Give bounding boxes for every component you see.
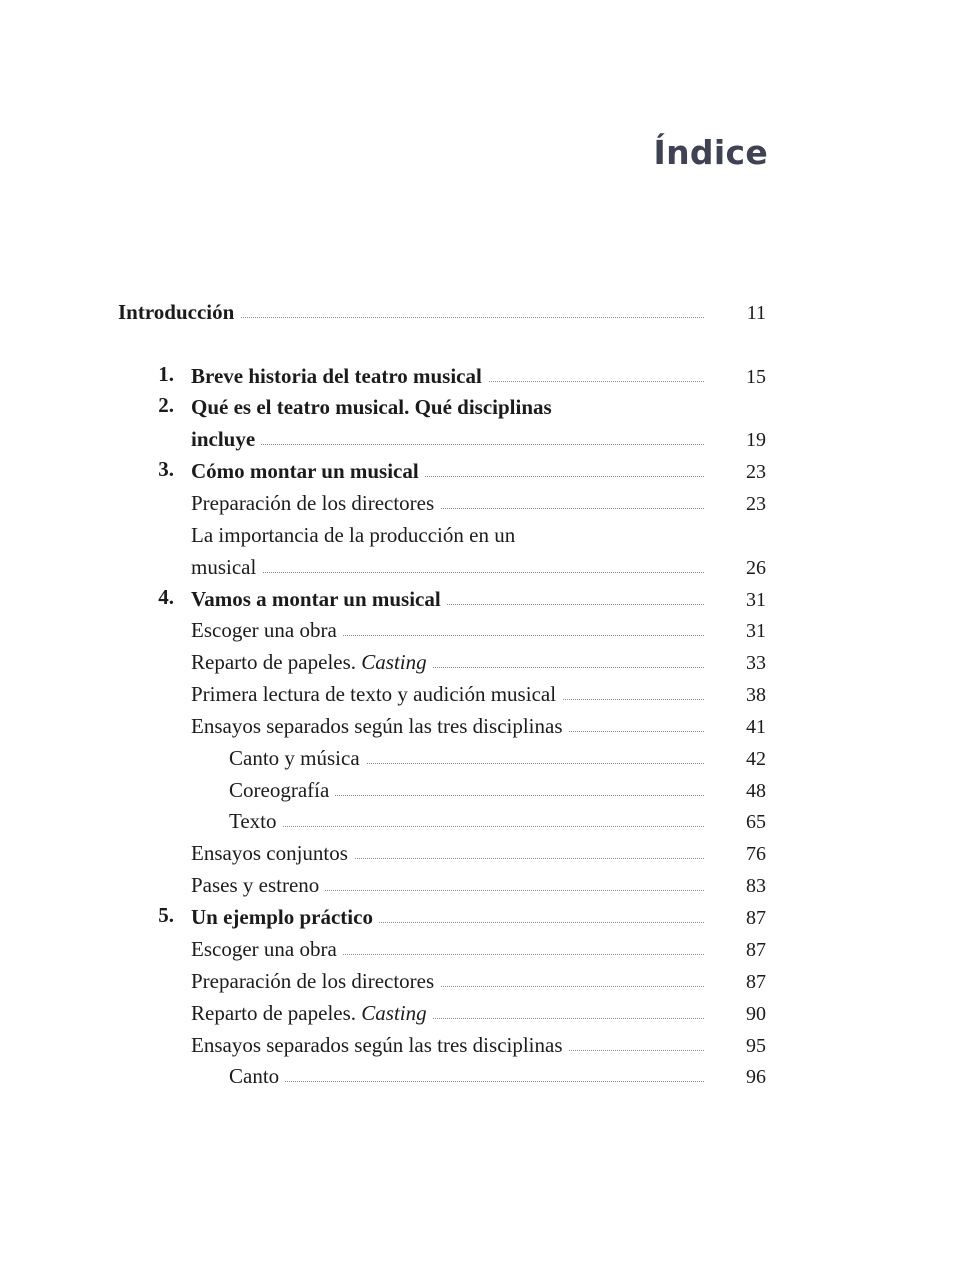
toc-entry[interactable] — [0, 776, 977, 808]
toc-entry-title: Texto — [229, 811, 283, 832]
toc-entry-page: 23 — [746, 493, 766, 515]
toc-entry[interactable] — [0, 680, 977, 712]
toc-entry[interactable] — [0, 521, 977, 553]
toc-entry-number: 2. — [158, 393, 174, 417]
toc-entry-title: Cómo montar un musical — [191, 461, 425, 482]
toc-entry-page: 65 — [746, 811, 766, 833]
toc-entry-page: 11 — [746, 302, 766, 324]
toc-entry-title: Introducción — [118, 302, 240, 323]
toc-entry-page: 31 — [746, 589, 766, 611]
toc-dot-leader — [269, 826, 704, 827]
toc-entry[interactable] — [0, 903, 977, 935]
toc-entry[interactable] — [0, 362, 977, 394]
toc-entry-title: Pases y estreno — [191, 875, 325, 896]
toc-entry-page: 95 — [746, 1035, 766, 1057]
toc-entry[interactable] — [0, 489, 977, 521]
toc-entry-page: 31 — [746, 620, 766, 642]
toc-entry-title-italic: Casting — [361, 1001, 427, 1025]
toc-dot-leader — [269, 1081, 704, 1082]
toc-entry-title: Ensayos separados según las tres disciplinas — [191, 1035, 569, 1056]
toc-entry[interactable] — [0, 1031, 977, 1063]
toc-entry-number: 4. — [158, 585, 174, 609]
toc-entry[interactable] — [0, 393, 977, 425]
toc-entry-page: 90 — [746, 1003, 766, 1025]
toc-entry[interactable] — [0, 999, 977, 1031]
page-title: Índice — [653, 133, 768, 172]
toc-entry-title: Breve historia del teatro musical — [191, 366, 488, 387]
toc-entry-title: Ensayos separados según las tres disciplinas — [191, 716, 569, 737]
toc-entry-title: La importancia de la producción en un — [191, 525, 521, 546]
toc-entry[interactable] — [0, 807, 977, 839]
toc-entry-title: Canto y música — [229, 748, 366, 769]
toc-entry-page: 38 — [746, 684, 766, 706]
toc-entry-page: 96 — [746, 1066, 766, 1088]
toc-entry-page: 41 — [746, 716, 766, 738]
toc-entry[interactable] — [0, 553, 977, 585]
toc-entry-page: 87 — [746, 939, 766, 961]
toc-entry-title: Reparto de papeles. Casting — [191, 652, 433, 673]
toc-entry-title: Coreografía — [229, 780, 335, 801]
toc-dot-leader — [231, 572, 704, 573]
toc-entry[interactable] — [0, 839, 977, 871]
toc-entry[interactable] — [0, 298, 977, 330]
toc-entry[interactable] — [0, 871, 977, 903]
toc-entry-title: musical — [191, 557, 262, 578]
toc-entry-page: 26 — [746, 557, 766, 579]
toc-entry-title: Preparación de los directores — [191, 971, 440, 992]
toc-entry-page: 23 — [746, 461, 766, 483]
toc-entry[interactable] — [0, 712, 977, 744]
toc-entry-page: 48 — [746, 780, 766, 802]
toc-entry-page: 87 — [746, 907, 766, 929]
toc-entry-page: 15 — [746, 366, 766, 388]
toc-entry[interactable] — [0, 585, 977, 617]
toc-entry[interactable] — [0, 967, 977, 999]
toc-entry-title: Primera lectura de texto y audición musical — [191, 684, 562, 705]
toc-entry[interactable] — [0, 457, 977, 489]
toc-entry-page: 42 — [746, 748, 766, 770]
toc-entry-title: Preparación de los directores — [191, 493, 440, 514]
toc-entry-title: Reparto de papeles. Casting — [191, 1003, 433, 1024]
toc-entry-number: 5. — [158, 903, 174, 927]
toc-entry-title: Vamos a montar un musical — [191, 589, 447, 610]
toc-entry[interactable] — [0, 425, 977, 457]
toc-entry-title: Escoger una obra — [191, 620, 343, 641]
toc-dot-leader — [231, 444, 704, 445]
toc-entry-page: 76 — [746, 843, 766, 865]
toc-entry-page: 83 — [746, 875, 766, 897]
toc-entry[interactable] — [0, 744, 977, 776]
toc-entry[interactable] — [0, 1062, 977, 1094]
toc-entry-title: Ensayos conjuntos — [191, 843, 354, 864]
toc-entry-title: Canto — [229, 1066, 285, 1087]
toc-entry-number: 3. — [158, 457, 174, 481]
toc-entry[interactable] — [0, 648, 977, 680]
toc-entry-page: 87 — [746, 971, 766, 993]
toc-entry-page: 33 — [746, 652, 766, 674]
toc-entry-title-italic: Casting — [361, 650, 427, 674]
toc-entry[interactable] — [0, 616, 977, 648]
toc-entry-title: Escoger una obra — [191, 939, 343, 960]
toc-entry-page: 19 — [746, 429, 766, 451]
toc-entry-title: Qué es el teatro musical. Qué disciplinas — [191, 397, 558, 418]
toc-entry-number: 1. — [158, 362, 174, 386]
toc-entry-title: incluye — [191, 429, 261, 450]
toc-entry-title: Un ejemplo práctico — [191, 907, 379, 928]
toc-entry[interactable] — [0, 935, 977, 967]
